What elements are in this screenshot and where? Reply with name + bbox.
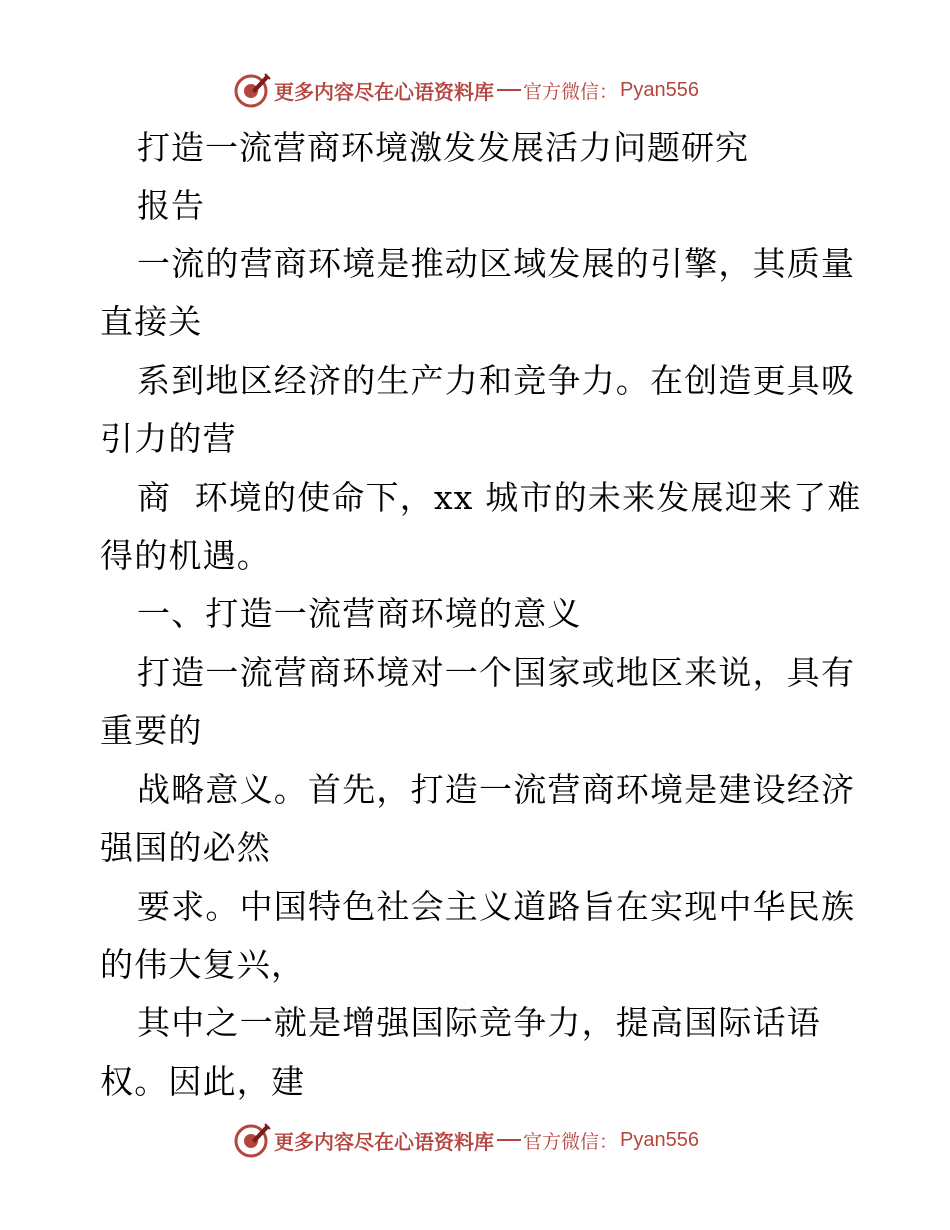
section-heading: 一、打造一流营商环境的意义 (137, 594, 582, 633)
paragraph-line: 引力的营 (100, 419, 237, 458)
banner-wechat-id: Pyan556 (620, 78, 699, 101)
pen-logo-icon (232, 70, 272, 110)
pen-logo-icon (232, 1120, 272, 1160)
paragraph-line: 的伟大复兴， (100, 945, 306, 984)
document-title-line-2: 报告 (137, 186, 205, 225)
paragraph-line: 要求。中国特色社会主义道路旨在实现中华民族 (137, 887, 856, 926)
paragraph-line: 打造一流营商环境对一个国家或地区来说，具有 (137, 653, 856, 692)
paragraph-line: 一流的营商环境是推动区域发展的引擎，其质量 (137, 244, 856, 283)
banner-brand-text: 更多内容尽在心语资料库 (274, 79, 494, 104)
paragraph-line: 强国的必然 (100, 828, 271, 867)
paragraph-line: 系到地区经济的生产力和竞争力。在创造更具吸 (137, 361, 856, 400)
paragraph-line: 权。因此，建 (100, 1062, 306, 1101)
paragraph-line: 重要的 (100, 711, 203, 750)
paragraph-line: 得的机遇。 (100, 536, 271, 575)
paragraph-line: 直接关 (100, 302, 203, 341)
banner-dash (497, 1139, 521, 1141)
paragraph-line: 战略意义。首先，打造一流营商环境是建设经济 (137, 770, 856, 809)
banner-wechat-id: Pyan556 (620, 1128, 699, 1151)
paragraph-line: 其中之一就是增强国际竞争力，提高国际话语 (137, 1003, 821, 1042)
banner-brand-text: 更多内容尽在心语资料库 (274, 1129, 494, 1154)
document-title-line-1: 打造一流营商环境激发发展活力问题研究 (137, 128, 749, 167)
banner-wechat-label: 官方微信： (523, 80, 619, 103)
footer-banner[interactable] (232, 1120, 699, 1160)
paragraph-line: 商 环境的使命下，xx 城市的未来发展迎来了难 (137, 478, 862, 517)
banner-wechat-label: 官方微信： (523, 1130, 619, 1153)
banner-dash (497, 89, 521, 91)
header-banner[interactable] (232, 70, 699, 110)
